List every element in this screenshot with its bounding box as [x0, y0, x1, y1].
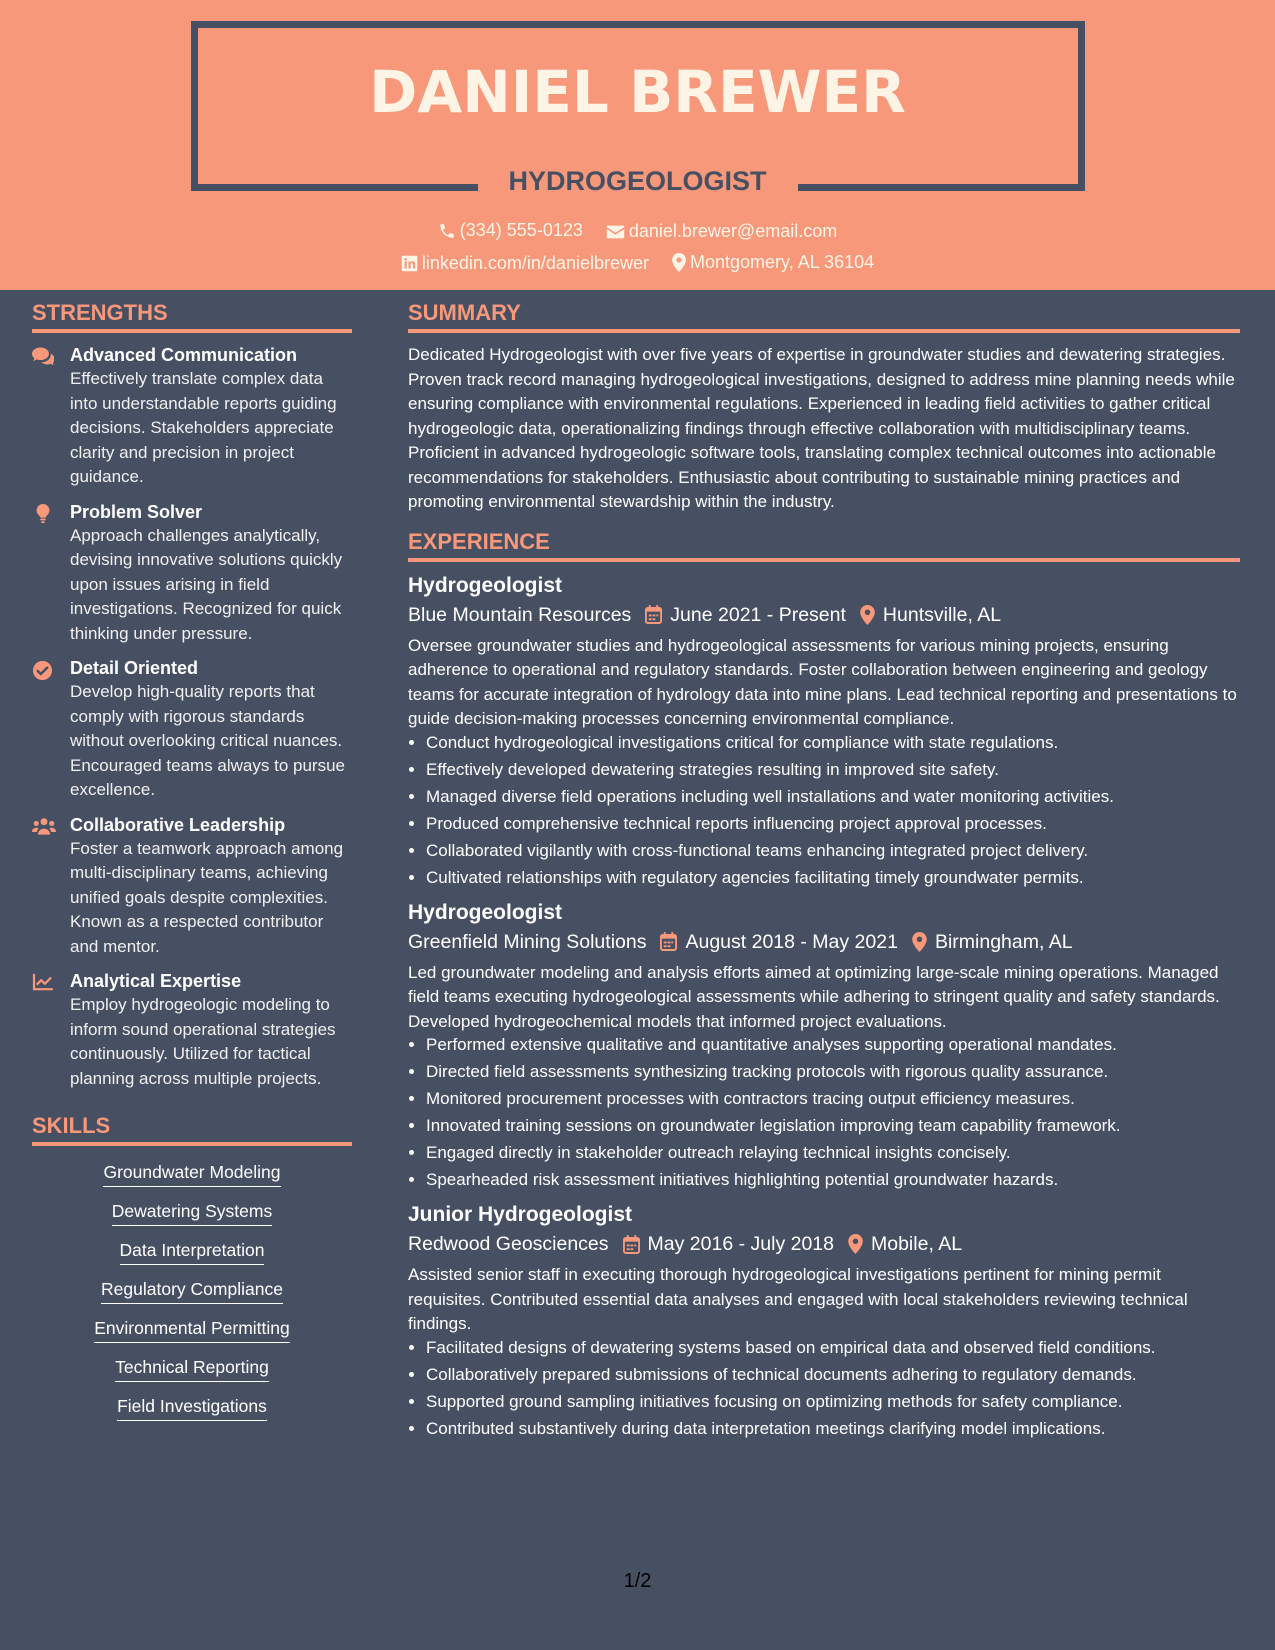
company-name: Redwood Geosciences — [408, 1233, 609, 1255]
bullet-item: • Innovated training sessions on groundwater legislation improving team capability framework. — [426, 1115, 1240, 1137]
skill-item: Field Investigations — [32, 1396, 352, 1421]
job-dates: June 2021 - Present — [670, 603, 846, 626]
job-title: Hydrogeologist — [408, 573, 563, 597]
bullet-item: • Supported ground sampling initiatives focusing on optimizing methods for safety compliance. — [426, 1391, 1240, 1413]
strength-title: Advanced Communication — [70, 345, 298, 365]
job-meta — [408, 1229, 1240, 1259]
contact-row-2 — [0, 252, 1275, 277]
strengths-heading: STRENGTHS — [32, 300, 352, 333]
bullet-item: • Contributed substantively during data interpretation meetings clarifying model implications. — [426, 1418, 1240, 1440]
phone-icon — [438, 222, 456, 240]
location-text: Montgomery, AL 36104 — [690, 252, 875, 272]
check-circle-icon — [32, 660, 53, 681]
job-dates: May 2016 - July 2018 — [647, 1233, 834, 1255]
calendar-icon — [660, 932, 677, 951]
right-column — [408, 300, 1240, 1450]
resume-header — [0, 0, 1275, 290]
bullet-item: • Collaboratively prepared submissions of technical documents adhering to regulatory demands. — [426, 1364, 1240, 1386]
bullet-item: • Effectively developed dewatering strategies resulting in improved site safety. — [426, 759, 1240, 781]
job-bullets — [408, 1034, 1240, 1191]
bullet-item: • Spearheaded risk assessment initiatives highlighting potential groundwater hazards. — [426, 1169, 1240, 1191]
job-bullets — [408, 732, 1240, 889]
job-entry — [408, 1201, 1240, 1440]
job-description: Led groundwater modeling and analysis efforts aimed at optimizing large-scale mining operations. Managed field teams executing hydrogeological assessments while adhering to stringent quality and safety standards. Developed hydrogeochemical models that informed project evaluations. — [408, 962, 1220, 1031]
skill-item: Environmental Permitting — [32, 1318, 352, 1343]
skill-item: Dewatering Systems — [32, 1201, 352, 1226]
skill-item: Regulatory Compliance — [32, 1279, 352, 1304]
strength-title: Detail Oriented — [70, 658, 199, 678]
bullet-item: • Collaborated vigilantly with cross-functional teams enhancing integrated project delivery. — [426, 840, 1240, 862]
chart-line-icon — [32, 973, 54, 991]
experience-heading: EXPERIENCE — [408, 529, 1240, 562]
linkedin-text: linkedin.com/in/danielbrewer — [421, 253, 649, 273]
bullet-item: • Facilitated designs of dewatering systems based on empirical data and observed field conditions. — [426, 1337, 1240, 1359]
email-text: daniel.brewer@email.com — [628, 221, 838, 241]
skills-heading: SKILLS — [32, 1113, 352, 1146]
job-location: Mobile, AL — [871, 1233, 963, 1255]
company-name: Greenfield Mining Solutions — [408, 930, 647, 953]
strength-item — [32, 813, 352, 960]
calendar-icon — [623, 1235, 640, 1254]
job-location: Birmingham, AL — [934, 930, 1073, 953]
job-description: Assisted senior staff in executing thorough hydrogeological investigations pertinent for mining permit requisites. Contributed essential data analyses and engaged with local stakeholders reviewing technical findings. — [408, 1265, 1188, 1333]
phone-text: (334) 555-0123 — [459, 220, 583, 240]
bullet-item: • Conduct hydrogeological investigations critical for compliance with state regulations. — [426, 732, 1240, 754]
strength-description: Foster a teamwork approach among multi-disciplinary teams, achieving unified goals despite complexities. Known as a respected contributor and mentor. — [70, 838, 344, 956]
job-title: Hydrogeologist — [408, 900, 563, 924]
job-dates: August 2018 - May 2021 — [685, 930, 898, 953]
skill-item: Technical Reporting — [32, 1357, 352, 1382]
strength-title: Collaborative Leadership — [70, 814, 286, 835]
map-marker-icon — [860, 605, 875, 625]
summary-text: Dedicated Hydrogeologist with over five years of expertise in groundwater studies and dewatering strategies. Proven track record managing hydrogeological investigations, designed to address mine planning needs while ensuring compliance with environmental regulations. Experienced in leading field activities to gather critical hydrogeologic data, operationalizing findings through effective collaboration with multidisciplinary teams. Proficient in advanced hydrogeologic software tools, translating complex technical outcomes into actionable recommendations for stakeholders. Enthusiastic about contributing to sustainable mining practices and promoting environmental stewardship within the industry. — [408, 345, 1235, 511]
skill-item: Groundwater Modeling — [32, 1162, 352, 1187]
job-description: Oversee groundwater studies and hydrogeological assessments for various mining projects, ensuring adherence to operational and regulatory standards. Foster collaboration between engineering and geology teams for accurate integration of hydrology data into mine plans. Lead technical reporting and presentations to guide decision-making processes concerning environmental compliance. — [408, 635, 1237, 728]
bullet-item: • Directed field assessments synthesizing tracking protocols with rigorous quality assurance. — [426, 1061, 1240, 1083]
calendar-icon — [645, 605, 662, 624]
linkedin-item[interactable] — [401, 253, 649, 274]
envelope-icon — [606, 224, 625, 240]
strength-item — [32, 343, 352, 490]
job-location: Huntsville, AL — [882, 603, 1002, 626]
strength-item — [32, 656, 352, 803]
users-icon — [32, 817, 56, 835]
linkedin-icon — [401, 255, 418, 272]
map-marker-icon — [912, 932, 927, 952]
job-title-heading: HYDROGEOLOGIST — [508, 166, 767, 196]
strength-item — [32, 969, 352, 1091]
location-item — [672, 252, 874, 273]
bullet-item: • Produced comprehensive technical reports influencing project approval processes. — [426, 813, 1240, 835]
bullet-item: • Managed diverse field operations including well installations and water monitoring activities. — [426, 786, 1240, 808]
email-item[interactable] — [606, 221, 837, 242]
job-meta — [408, 927, 1240, 957]
strength-description: Effectively translate complex data into understandable reports guiding decisions. Stakeholders appreciate clarity and precision in project guidance. — [70, 369, 337, 486]
bullet-item: • Performed extensive qualitative and quantitative analyses supporting operational mandates. — [426, 1034, 1240, 1056]
bullet-item: • Engaged directly in stakeholder outreach relaying technical insights concisely. — [426, 1142, 1240, 1164]
job-title: Junior Hydrogeologist — [408, 1203, 633, 1226]
contact-row-1 — [0, 220, 1275, 245]
job-bullets — [408, 1337, 1240, 1440]
strength-description: Develop high-quality reports that comply with rigorous standards without overlooking critical nuances. Encouraged teams always to pursue excellence. — [70, 682, 345, 799]
strength-title: Analytical Expertise — [70, 971, 242, 991]
lightbulb-icon — [32, 504, 54, 524]
map-marker-icon — [672, 253, 686, 272]
company-name: Blue Mountain Resources — [408, 603, 632, 626]
strength-description: Approach challenges analytically, devising innovative solutions quickly upon issues arising in field investigations. Recognized for quick thinking under pressure. — [70, 525, 343, 643]
page-number: 1/2 — [623, 1570, 652, 1592]
comments-icon — [32, 347, 54, 365]
summary-heading: SUMMARY — [408, 300, 1240, 333]
left-column — [32, 300, 352, 1435]
strength-item — [32, 500, 352, 647]
phone-item[interactable] — [438, 220, 583, 241]
job-entry — [408, 899, 1240, 1192]
bullet-item: • Monitored procurement processes with contractors tracing output efficiency measures. — [426, 1088, 1240, 1110]
strength-title: Problem Solver — [70, 501, 203, 522]
skills-list — [32, 1162, 352, 1421]
strength-description: Employ hydrogeologic modeling to inform sound operational strategies continuously. Utilized for tactical planning across multiple projects. — [70, 995, 336, 1088]
job-entry — [408, 572, 1240, 889]
candidate-name: DANIEL BREWER — [369, 58, 906, 126]
job-meta — [408, 600, 1240, 630]
skill-item: Data Interpretation — [32, 1240, 352, 1265]
bullet-item: • Cultivated relationships with regulatory agencies facilitating timely groundwater permits. — [426, 867, 1240, 889]
map-marker-icon — [848, 1234, 863, 1254]
